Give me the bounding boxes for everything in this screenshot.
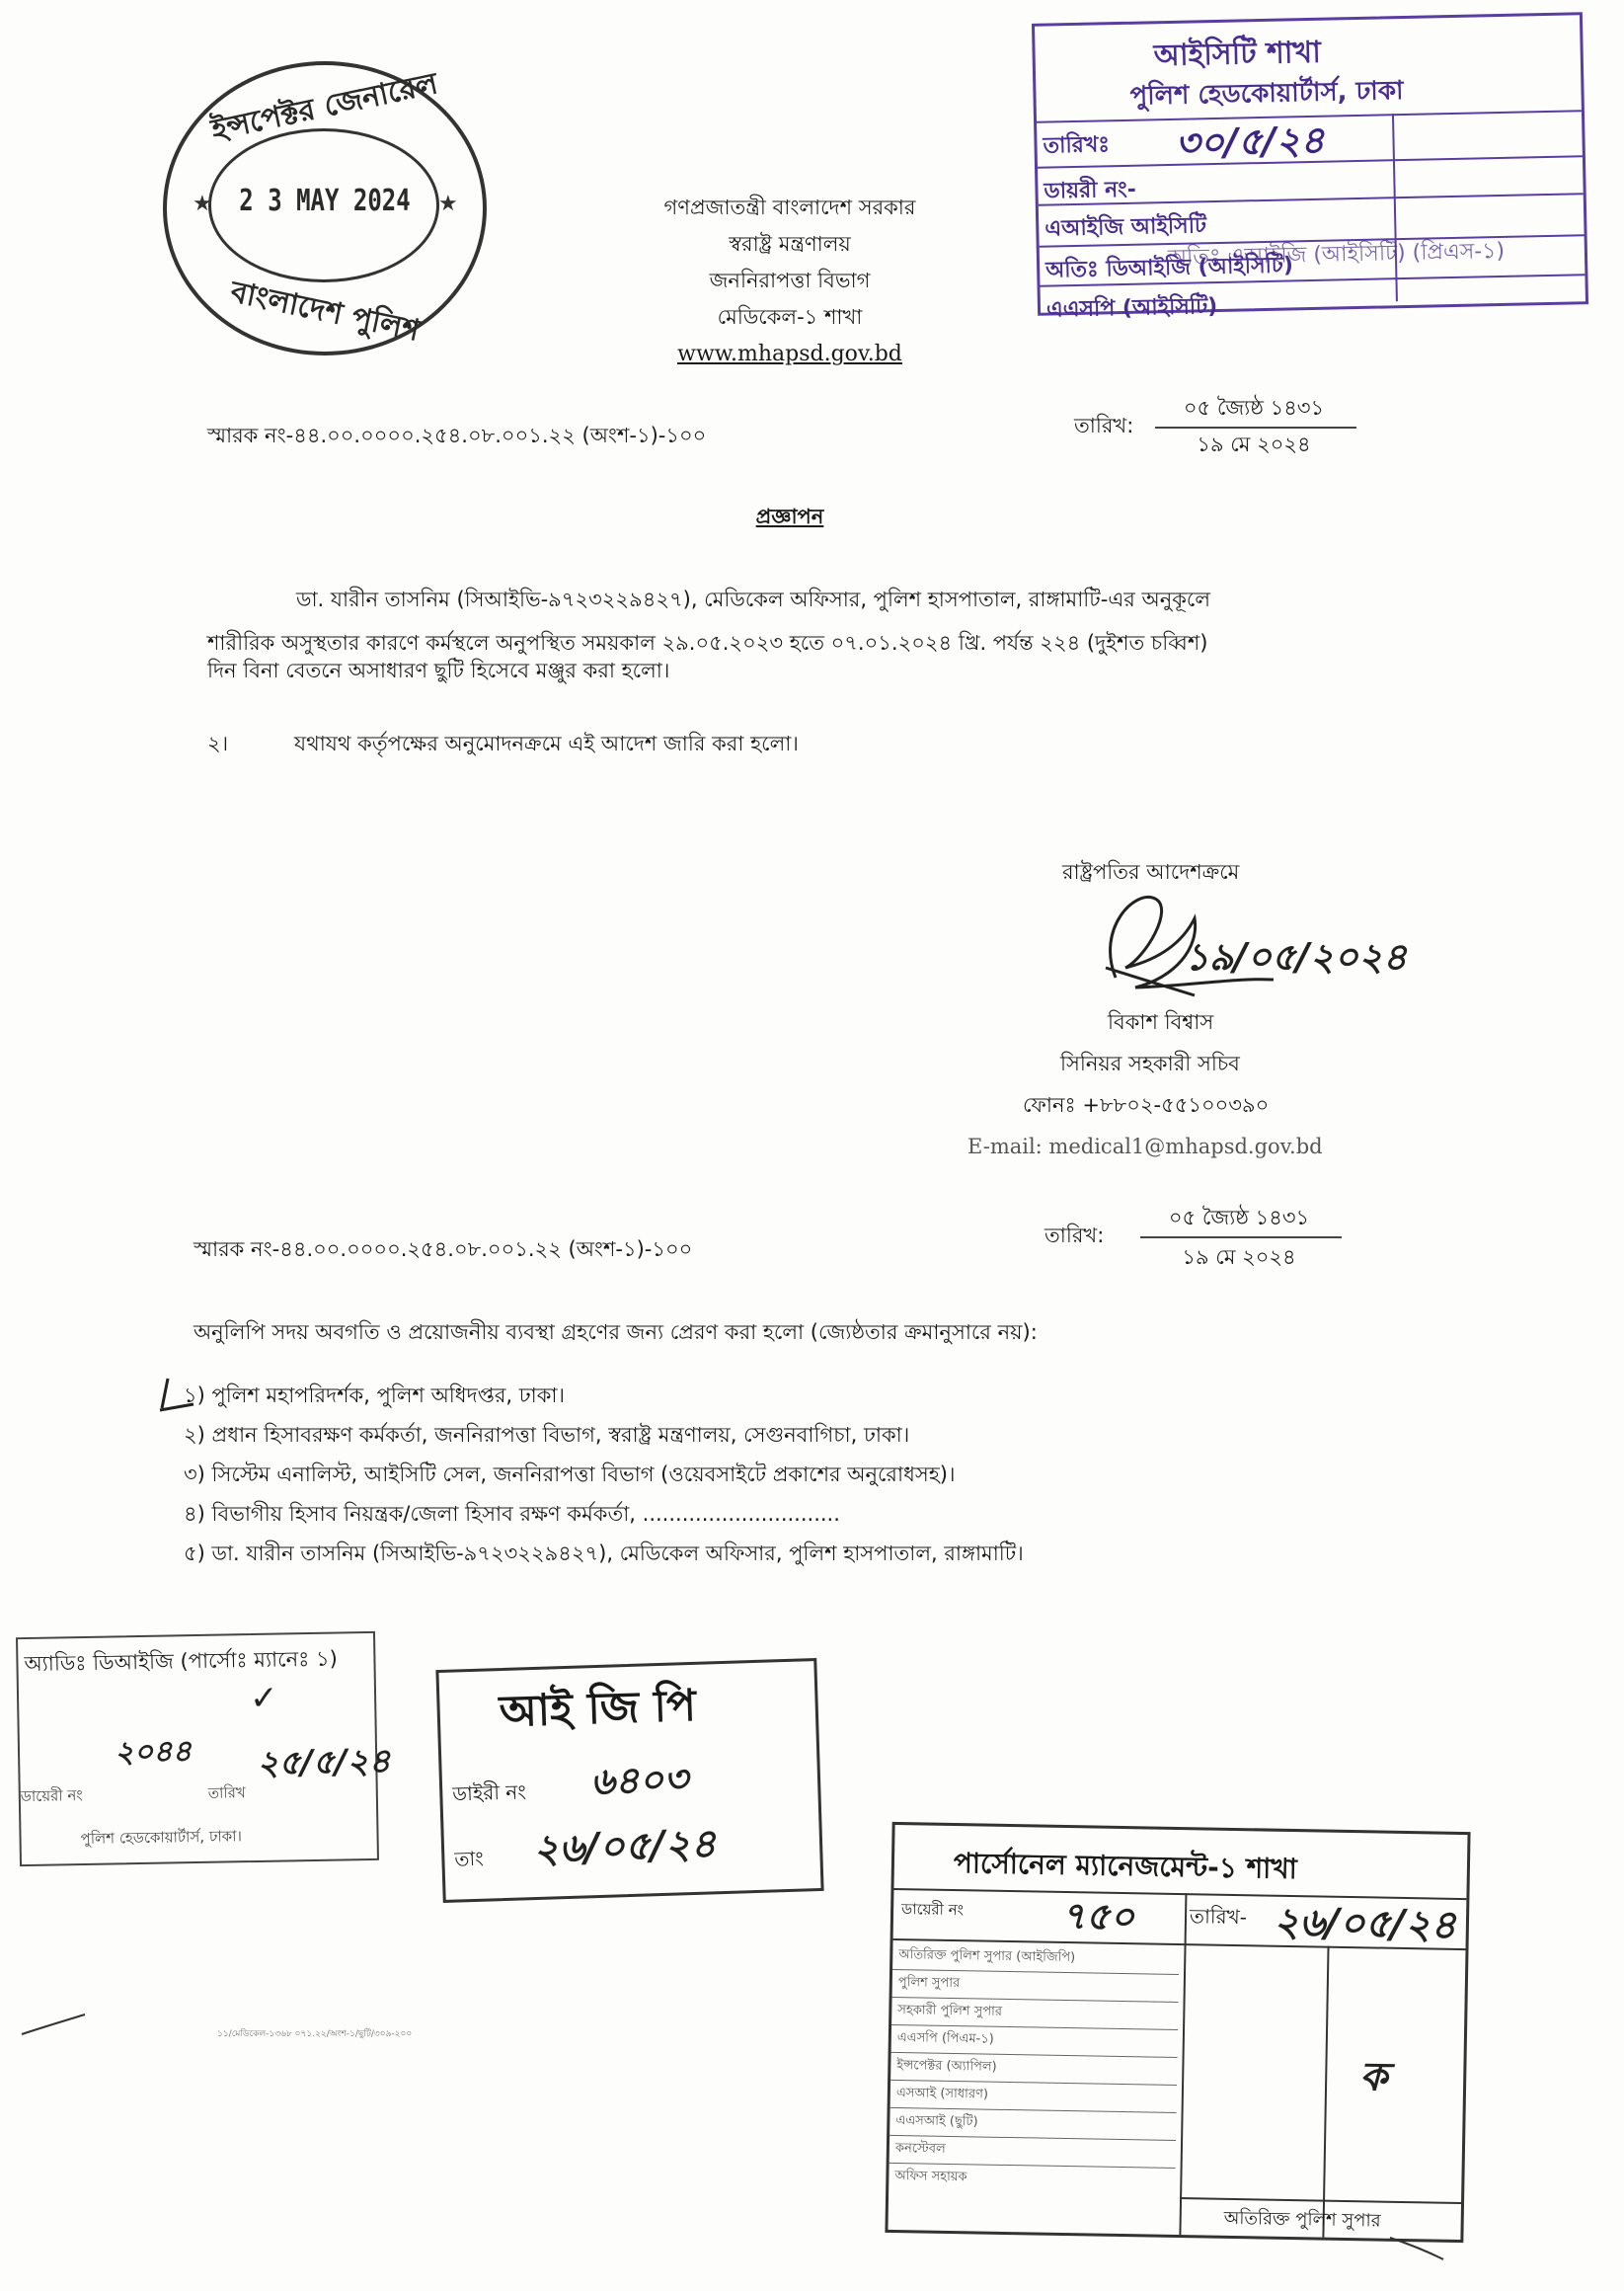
pm-hand-date: ২৬/০৫/২৪ (1273, 1899, 1457, 1948)
pm-date-label: তারিখ- (1189, 1904, 1248, 1930)
memo-date-english: ১৯ মে ২০২৪ (1197, 433, 1311, 456)
dig-check-mark: ✓ (249, 1678, 278, 1719)
bottom-reference: ১১/মেডিকেল-১৩৬৮ ০৭১.২২/অংশ-১/ছুটি/৩০৯-২০০ (217, 2029, 413, 2039)
signatory-phone: ফোনঃ +৮৮০২-৫৫১০০৩৯০ (1023, 1093, 1270, 1117)
pm-stamp-title: পার্সোনেল ম্যানেজমেন্ট-১ শাখা (953, 1847, 1298, 1886)
copy-list-item: ৫) ডা. যারীন তাসনিম (সিআইভি-৯৭২৩২২৯৪২৭), মেডিকেল অফিসার, পুলিশ হাসপাতাল, রাঙ্গামাটি। (184, 1541, 1024, 1565)
date-divider (1155, 427, 1356, 429)
igp-date-label: তাং (454, 1846, 485, 1871)
memo-date-bangla: ০৫ জ্যৈষ্ঠ ১৪৩১ (1183, 396, 1325, 420)
star-icon: ★ (193, 192, 212, 216)
para-number: ২। (207, 732, 229, 755)
ict-overlay-text: অতিঃ এআইজি (আইসিটি) (প্রিএস-১) (1167, 238, 1506, 272)
memo-reference-2: স্মারক নং-৪৪.০০.০০০০.২৫৪.০৮.০০১.২২ (অংশ-১)-১০০ (193, 1237, 693, 1261)
dig-stamp-title: অ্যাডিঃ ডিআইজি (পার্সোঃ ম্যানেঃ ১) (24, 1646, 339, 1677)
pm-col-divider (1322, 1946, 1329, 2238)
copy-list-item: ১) পুলিশ মহাপরিদর্শক, পুলিশ অধিদপ্তর, ঢাকা। (184, 1383, 566, 1407)
pm-footer: অতিরিক্ত পুলিশ সুপার (1223, 2207, 1381, 2232)
star-icon: ★ (438, 192, 458, 216)
seal-date: 2 3 MAY 2024 (239, 184, 411, 218)
personnel-management-stamp (885, 1822, 1470, 2243)
signature-handwritten-date: ১৯/০৫/২০২৪ (1185, 935, 1408, 979)
igp-hand-date: ২৬/০৫/২৪ (532, 1821, 717, 1873)
pm-hand-number: ৭৫০ (1060, 1893, 1135, 1939)
memo-date-bangla-2: ০৫ জ্যৈষ্ঠ ১৪৩১ (1168, 1206, 1310, 1229)
copy-list-item: ৩) সিস্টেম এনালিস্ট, আইসিটি সেল, জননিরাপত্তা বিভাগ (ওয়েবসাইটে প্রকাশের অনুরোধসহ)। (184, 1462, 956, 1486)
memo-date-label-2: তারিখ: (1044, 1224, 1105, 1247)
addl-dig-stamp (16, 1631, 391, 1866)
copy-list-item: ২) প্রধান হিসাবরক্ষণ কর্মকর্তা, জননিরাপত্তা বিভাগ, স্বরাষ্ট্র মন্ত্রণালয়, সেগুনবাগিচা, ঢাকা। (184, 1423, 910, 1447)
copy-intro: অনুলিপি সদয় অবগতি ও প্রয়োজনীয় ব্যবস্থা গ্রহণের জন্য প্রেরণ করা হলো (জ্যেষ্ঠতার ক্রমানুসারে নয়): (193, 1320, 1038, 1344)
header-division: জননিরাপত্তা বিভাগ (709, 269, 871, 292)
header-website[interactable]: www.mhapsd.gov.bd (677, 342, 902, 366)
seal-bottom-text: বাংলাদেশ পুলিশ (227, 275, 423, 349)
pm-row: অফিস সহায়ক (894, 2169, 967, 2185)
ict-stamp-subtitle: পুলিশ হেডকোয়ার্টার্স, ঢাকা (1129, 76, 1404, 112)
ict-row: এআইজি আইসিটি (1039, 193, 1585, 246)
memo-reference: স্মারক নং-৪৪.০০.০০০০.২৫৪.০৮.০০১.২২ (অংশ-১)-১০০ (207, 424, 707, 447)
igp-stamp (435, 1658, 823, 1903)
ict-handwritten-date: ৩০/৫/২৪ (1175, 118, 1326, 165)
ict-row: অতিঃ ডিআইজি (আইসিটি) (1040, 234, 1585, 285)
body-line: দিন বিনা বেতনে অসাধারণ ছুটি হিসেবে মঞ্জুর করা হলো। (207, 659, 670, 682)
signatory-email[interactable]: E-mail: medical1@mhapsd.gov.bd (967, 1135, 1323, 1158)
igp-stamp-title: আই জি পি (498, 1680, 697, 1738)
body-line: ডা. যারীন তাসনিম (সিআইভি-৯৭২৩২২৯৪২৭), মেডিকেল অফিসার, পুলিশ হাসপাতাল, রাঙ্গামাটি-এর অনুকূলে (296, 588, 1211, 611)
ict-stamp-title: আইসিটি শাখা (1153, 35, 1322, 74)
body-line: যথাযথ কর্তৃপক্ষের অনুমোদনক্রমে এই আদেশ জারি করা হলো। (294, 732, 799, 755)
memo-date-english-2: ১৯ মে ২০২৪ (1182, 1245, 1296, 1269)
igp-hand-number: ৬৪০৩ (589, 1757, 689, 1804)
pm-row: এএসপি (পিএম-১) (896, 2030, 994, 2047)
pm-row: ইন্সপেক্টর (অ্যাপিল) (896, 2058, 997, 2075)
seal-top-text: ইন্সপেক্টর জেনারেল (208, 66, 441, 148)
dig-diary-label: ডায়েরী নং (20, 1786, 83, 1806)
signatory-name: বিকাশ বিশ্বাস (1108, 1010, 1214, 1034)
memo-date-label: তারিখ: (1074, 414, 1134, 437)
body-line: শারীরিক অসুস্থতার কারণে কর্মস্থলে অনুপস্থিত সময়কাল ২৯.০৫.২০২৩ হতে ০৭.০১.২০২৪ খ্রি. পর্যন্ত ২২৪ (দুইশত চব্বিশ) (207, 631, 1208, 655)
igp-diary-label: ডাইরী নং (451, 1779, 527, 1806)
pen-stroke (20, 2009, 89, 2038)
header-government: গণপ্রজাতন্ত্রী বাংলাদেশ সরকার (663, 196, 916, 219)
pm-row: এসআই (সাধারণ) (895, 2086, 989, 2102)
pm-row: কনস্টেবল (894, 2141, 946, 2157)
order-text: রাষ্ট্রপতির আদেশক্রমে (1062, 860, 1240, 884)
round-seal (163, 61, 487, 356)
copy-list-item: ৪) বিভাগীয় হিসাব নিয়ন্ত্রক/জেলা হিসাব রক্ষণ কর্মকর্তা, .............................. (184, 1502, 840, 1526)
dig-hand-number: ২০৪৪ (114, 1734, 193, 1771)
pm-row: পুলিশ সুপার (897, 1975, 961, 1992)
document-title: প্রজ্ঞাপন (755, 505, 824, 528)
pm-footer-divider (1180, 2197, 1461, 2204)
dig-footer: পুলিশ হেডকোয়ার্টার্স, ঢাকা। (80, 1827, 243, 1849)
pen-stroke (1388, 2234, 1447, 2263)
header-ministry: স্বরাষ্ট্র মন্ত্রণালয় (729, 232, 851, 256)
pm-diary-label: ডায়েরী নং (900, 1900, 965, 1920)
ict-row: এএসপি (আইসিটি) (1041, 274, 1586, 321)
dig-date-label: তারিখ (207, 1783, 246, 1802)
handwritten-tick (158, 1375, 197, 1414)
dig-hand-date: ২৫/৫/২৪ (256, 1741, 391, 1783)
ict-row: তারিখঃ (1037, 110, 1583, 167)
document-header (553, 190, 1027, 372)
date-divider (1140, 1236, 1342, 1238)
pm-row: অতিরিক্ত পুলিশ সুপার (আইজিপি) (898, 1947, 1076, 1966)
pm-row: এএসআই (ছুটি) (895, 2113, 978, 2130)
signatory-designation: সিনিয়র সহকারী সচিব (1060, 1052, 1240, 1075)
ict-branch-stamp (1032, 12, 1588, 323)
header-branch: মেডিকেল-১ শাখা (717, 305, 863, 329)
pm-row: সহকারী পুলিশ সুপার (897, 2003, 1003, 2019)
ict-row: ডায়রী নং- (1038, 155, 1584, 204)
pm-initial-mark: ক (1358, 2054, 1388, 2100)
